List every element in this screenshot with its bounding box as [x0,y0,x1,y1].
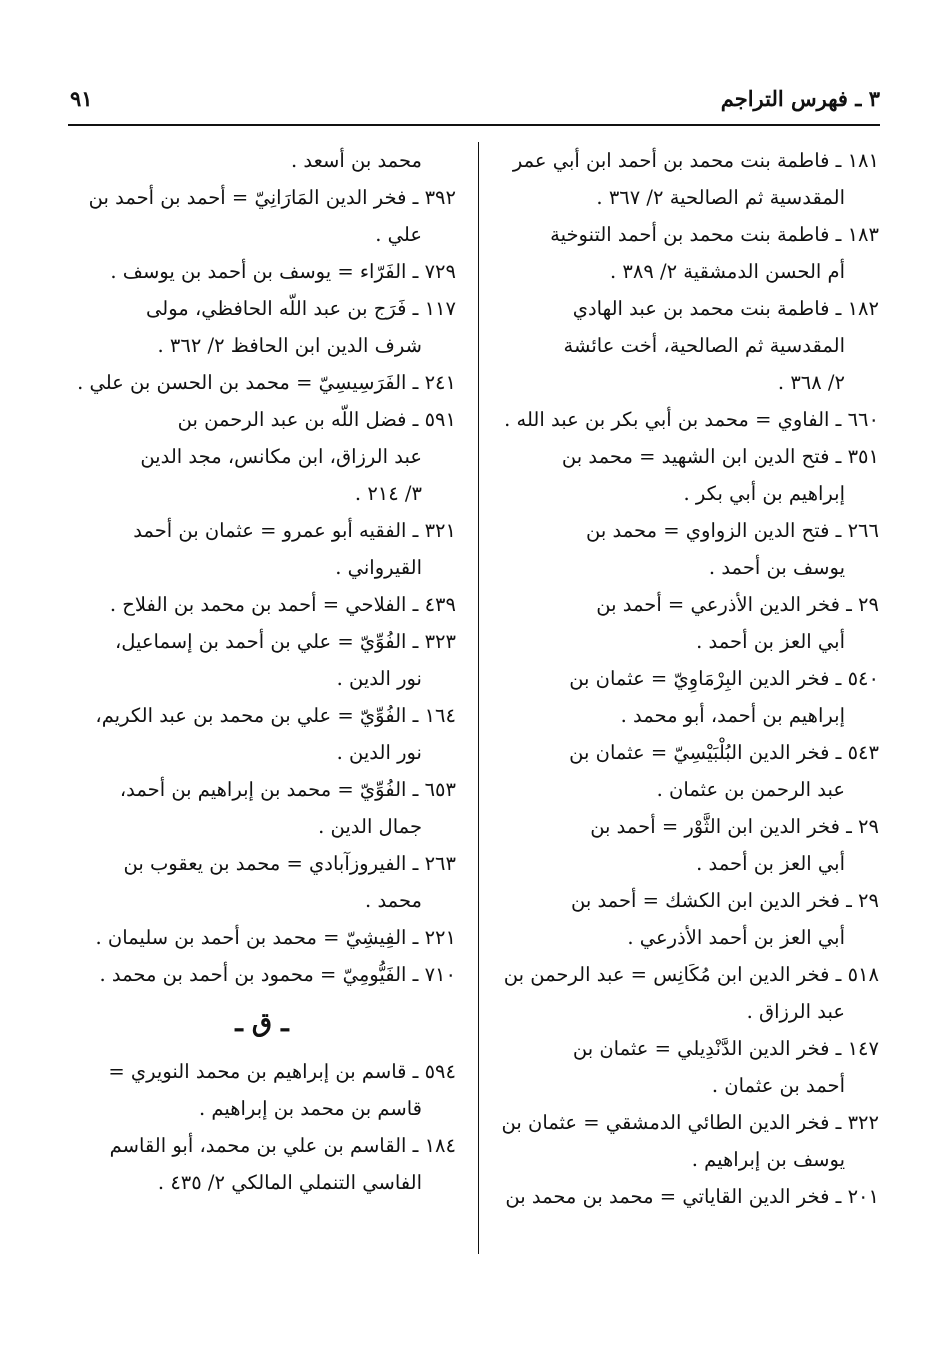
index-entry [487,882,879,956]
entry-first-line: ٢٩ ـ فخر الدين ابن الثَّوْر = أحمد بن [590,815,879,838]
entry-first-line: ١٦٤ ـ الفُوِّيّ = علي بن محمد بن عبد الكريم، [95,704,456,727]
index-entry [68,623,456,697]
index-entry [487,512,879,586]
entry-first-line: ٢٦٦ ـ فتح الدين الزواوي = محمد بن [586,519,879,542]
page-number: ٩١ [70,86,93,111]
entry-first-line: ٢٩ ـ فخر الدين الأذرعي = أحمد بن [596,593,879,616]
entry-continuation-line: أبي العز بن أحمد . [696,630,845,653]
right-column [487,142,879,1215]
section-letter-heading: ـ ق ـ [235,1008,289,1038]
entry-first-line: ١٨٣ ـ فاطمة بنت محمد بن أحمد التنوخية [550,223,879,246]
entry-continuation-line: عبد الرزاق . [746,1000,845,1023]
running-title: ٣ ـ فهرس التراجم [720,86,880,111]
index-entry [68,401,456,512]
entry-continuation-line: نور الدين . [336,667,422,690]
index-entry [68,956,456,993]
index-entry [487,1030,879,1104]
entry-continuation-line: القيرواني . [335,556,422,579]
index-entry [68,586,456,623]
entry-first-line: ٢٩ ـ فخر الدين ابن الكشك = أحمد بن [570,889,879,912]
entry-first-line: ٦٦٠ ـ الفاوي = محمد بن أبي بكر بن عبد الله . [504,408,879,431]
index-entry [68,364,456,401]
index-entry [487,216,879,290]
entry-first-line: ٥٩٤ ـ قاسم بن إبراهيم بن محمد النويري = [108,1060,456,1083]
index-entry [487,1104,879,1178]
entry-first-line: ٦٥٣ ـ الفُوِّيّ = محمد بن إبراهيم بن أحمد، [119,778,456,801]
index-entry [68,697,456,771]
entry-first-line: ١٨٤ ـ القاسم بن علي بن محمد، أبو القاسم [109,1134,456,1157]
index-entry [487,660,879,734]
entry-first-line: ١٤٧ ـ فخر الدين الدَّنْدِيلي = عثمان بن [572,1037,879,1060]
entry-first-line: ٢٤١ ـ الفَرَسِيسِيّ = محمد بن الحسن بن علي . [77,371,456,394]
entry-continuation-line: يوسف بن إبراهيم . [691,1148,845,1171]
entry-first-line: ٢٦٣ ـ الفيروزآبادي = محمد بن يعقوب بن [123,852,456,875]
entry-first-line: ٣٥١ ـ فتح الدين ابن الشهيد = محمد بن [561,445,879,468]
entry-continuation-line: الفاسي التنملي المالكي ٢/ ٤٣٥ . [157,1171,422,1194]
entry-continuation-line: إبراهيم بن أبي بكر . [683,482,845,505]
entry-continuation-line: أبي العز بن أحمد . [696,852,845,875]
entry-continuation-line: أم الحسن الدمشقية ٢/ ٣٨٩ . [609,260,845,283]
entry-first-line: ٥٤٣ ـ فخر الدين البُلْبَيْسِيّ = عثمان بن [569,741,879,764]
entry-first-line: ٣٢٢ ـ فخر الدين الطائي الدمشقي = عثمان بن [501,1111,879,1134]
index-entry [487,586,879,660]
entry-continuation-line: عبد الرحمن بن عثمان . [656,778,845,801]
entry-continuation-line: قاسم بن محمد بن إبراهيم . [198,1097,422,1120]
entry-first-line: ٥١٨ ـ فخر الدين ابن مُكَانِس = عبد الرحمن بن [503,963,879,986]
entry-first-line: ١١٧ ـ فَرَج بن عبد اللّه الحافظي، مولى [146,297,456,320]
entry-first-line: ٧١٠ ـ الفَيُّومِيّ = محمود بن أحمد بن محمد . [99,963,456,986]
left-column [68,142,456,1201]
index-entry [68,512,456,586]
index-entry [68,845,456,919]
index-entry [487,142,879,216]
entry-continuation-line: جمال الدين . [318,815,422,838]
entry-first-line: ٣٢٣ ـ الفُوِّيّ = علي بن أحمد بن إسماعيل، [114,630,456,653]
index-entry [487,438,879,512]
entry-continuation-line: أبي العز بن أحمد الأذرعي . [627,926,845,949]
left-column-entries-qaf [68,1053,456,1201]
left-column-entries-fa [68,142,456,993]
entry-continuation-line: المقدسية ثم الصالحية، أخت عائشة [563,334,845,357]
entry-continuation-line: المقدسية ثم الصالحية ٢/ ٣٦٧ . [596,186,845,209]
column-divider [478,142,479,1254]
entry-continuation-line: محمد بن أسعد . [290,149,422,172]
entry-first-line: ٣٩٢ ـ فخر الدين المَارَانِيّ = أحمد بن أحمد بن [88,186,456,209]
index-entry [487,956,879,1030]
entry-continuation-line: ٣/ ٢١٤ . [354,482,422,505]
index-entry [68,179,456,253]
entry-continuation-line: محمد . [365,889,422,912]
entry-first-line: ٣٢١ ـ الفقيه أبو عمرو = عثمان بن أحمد [133,519,456,542]
entry-first-line: ٧٢٩ ـ الفَرّاء = يوسف بن أحمد بن يوسف . [110,260,456,283]
index-entry [68,919,456,956]
entry-continuation-line: يوسف بن أحمد . [708,556,845,579]
index-entry [68,253,456,290]
index-entry [487,290,879,401]
index-entry [68,771,456,845]
entry-continuation-line: شرف الدين ابن الحافظ ٢/ ٣٦٢ . [157,334,422,357]
index-entry [68,142,456,179]
entry-first-line: ٢٢١ ـ الفِيشِيّ = محمد بن أحمد بن سليمان . [95,926,456,949]
entry-first-line: ١٨٢ ـ فاطمة بنت محمد بن عبد الهادي [572,297,879,320]
index-entry [68,1053,456,1127]
index-entry [68,290,456,364]
entry-continuation-line: إبراهيم بن أحمد، أبو محمد . [620,704,845,727]
entry-first-line: ١٨١ ـ فاطمة بنت محمد بن أحمد ابن أبي عمر [512,149,879,172]
header-rule [68,124,880,126]
entry-continuation-line: نور الدين . [336,741,422,764]
entry-continuation-line: عبد الرزاق، ابن مكانس، مجد الدين [140,445,422,468]
entry-first-line: ٥٤٠ ـ فخر الدين البِرْمَاوِيّ = عثمان بن [569,667,879,690]
entry-continuation-line: أحمد بن عثمان . [711,1074,845,1097]
entry-first-line: ٤٣٩ ـ الفلاحي = أحمد بن محمد بن الفلاح . [109,593,456,616]
index-entry [487,1178,879,1215]
index-entry [487,734,879,808]
entry-first-line: ٥٩١ ـ فضل اللّه بن عبد الرحمن بن [177,408,456,431]
index-entry [487,401,879,438]
index-entry [68,1127,456,1201]
page-header [70,86,880,122]
index-entry [487,808,879,882]
entry-continuation-line: ٢/ ٣٦٨ . [777,371,845,394]
entry-continuation-line: علي . [375,223,422,246]
entry-first-line: ٢٠١ ـ فخر الدين القاياتي = محمد بن محمد بن [505,1185,879,1208]
